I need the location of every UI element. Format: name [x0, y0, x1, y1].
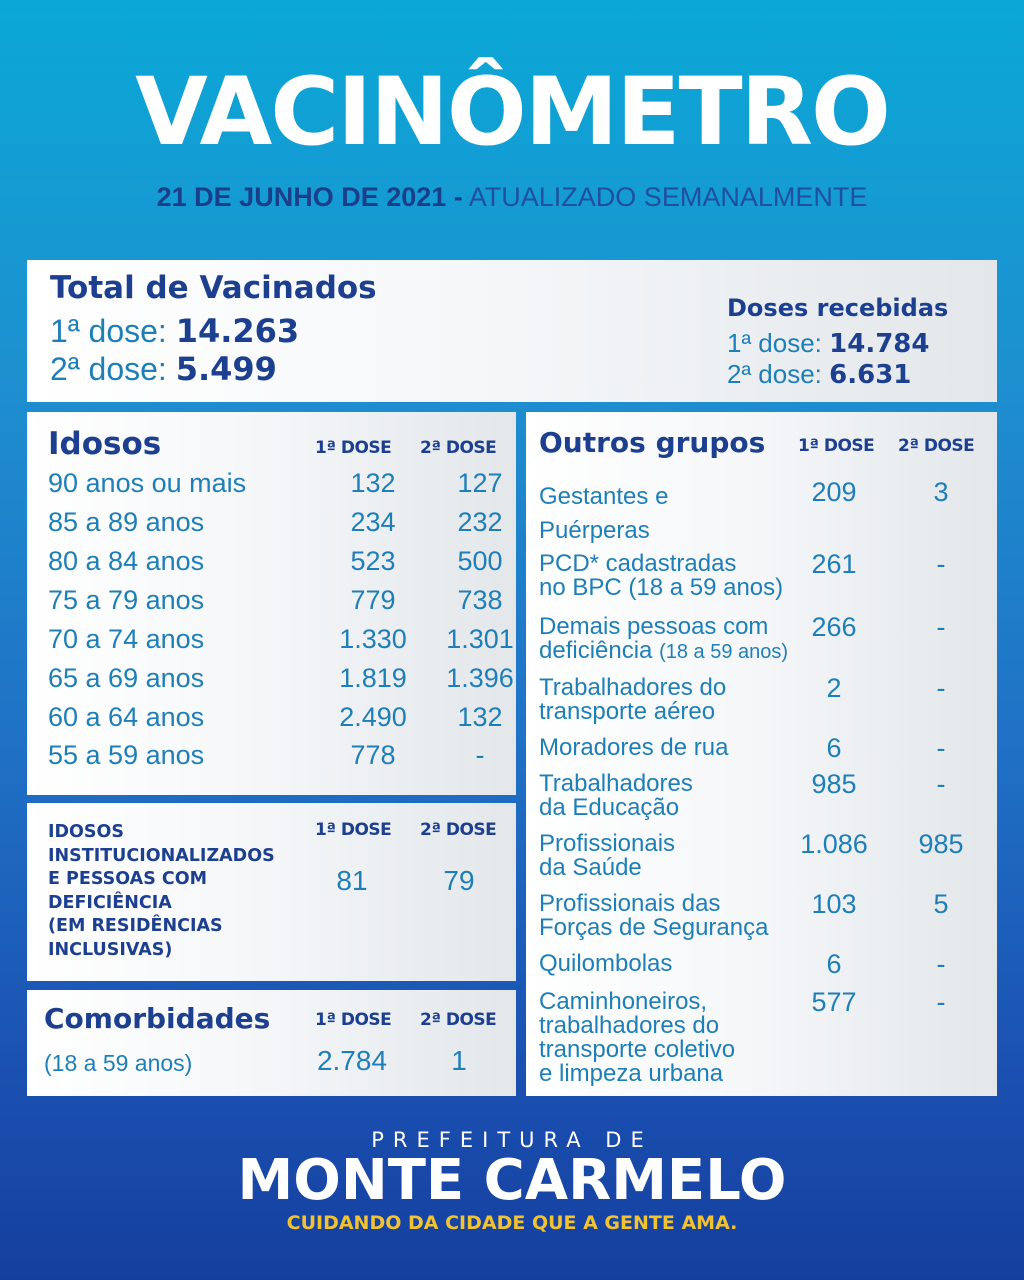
comorbidades-heading: Comorbidades	[44, 1002, 271, 1035]
inst-line: IDOSOS	[48, 822, 124, 842]
comorbidades-panel	[27, 990, 516, 1096]
group-dose1: 103	[811, 889, 857, 919]
received-dose2-value: 6.631	[829, 360, 912, 390]
row-dose2: 1.396	[446, 663, 514, 693]
group-label	[539, 552, 809, 600]
date-label: 21 DE JUNHO DE 2021 -	[156, 182, 463, 212]
group-label-text: Gestantes e	[539, 483, 669, 510]
group-label-line	[539, 676, 809, 700]
group-dose1: 985	[811, 769, 857, 799]
row-label: 75 a 79 anos	[48, 585, 205, 615]
footer-prefeitura: PREFEITURA DE	[371, 1128, 653, 1152]
group-dose1: 577	[811, 987, 857, 1017]
group-dose2: -	[936, 769, 946, 799]
group-label	[539, 615, 809, 664]
row-dose1: 132	[350, 468, 396, 498]
group-dose1: 2	[826, 673, 842, 703]
group-label-text: transporte coletivo	[539, 1036, 736, 1063]
row-dose2: 738	[457, 585, 503, 615]
institucionalizados-panel	[27, 803, 516, 981]
group-label-line	[539, 892, 809, 916]
group-label-text: trabalhadores do	[539, 1012, 720, 1039]
group-label	[539, 736, 809, 760]
row-label: 60 a 64 anos	[48, 702, 205, 732]
inst-line: E PESSOAS COM	[48, 869, 208, 889]
inst-line: DEFICIÊNCIA	[48, 892, 172, 913]
group-dose2: -	[936, 549, 946, 579]
total-dose2-label: 2ª dose:	[50, 351, 167, 387]
table-row	[48, 507, 508, 546]
group-label	[539, 952, 809, 976]
total-dose1-value: 14.263	[175, 312, 300, 350]
group-label-text: Quilombolas	[539, 950, 673, 977]
row-dose1: 1.819	[339, 663, 407, 693]
group-label-text: e limpeza urbana	[539, 1060, 724, 1087]
group-dose2: 985	[918, 829, 964, 859]
footer-tagline: CUIDANDO DA CIDADE QUE A GENTE AMA.	[286, 1212, 738, 1234]
row-label: 70 a 74 anos	[48, 624, 205, 654]
table-row	[48, 624, 514, 663]
row-dose2: 500	[457, 546, 503, 576]
total-vaccinated-panel	[27, 260, 997, 402]
comor-dose1-value: 2.784	[316, 1045, 388, 1076]
group-label	[539, 990, 809, 1086]
group-label-line	[539, 615, 809, 639]
total-dose2-line	[50, 350, 277, 388]
group-label-line	[539, 480, 809, 514]
group-dose2: -	[936, 987, 946, 1017]
row-dose1: 234	[350, 507, 396, 537]
group-label-text: Trabalhadores	[539, 770, 693, 797]
group-label-text: da Educação	[539, 794, 680, 821]
group-label-line	[539, 576, 809, 600]
page-title: VACINÔMETRO	[135, 58, 889, 167]
group-dose2: -	[936, 733, 946, 763]
group-label-text: Forças de Segurança	[539, 914, 769, 941]
group-label-text: Demais pessoas com	[539, 613, 769, 640]
outros-heading: Outros grupos	[539, 426, 766, 459]
group-label-text: Profissionais	[539, 830, 676, 857]
outros-col1-header: 1ª DOSE	[798, 436, 875, 456]
received-dose1-value: 14.784	[829, 329, 930, 359]
row-label: 80 a 84 anos	[48, 546, 205, 576]
row-dose2: 127	[457, 468, 503, 498]
group-label-line	[539, 514, 809, 548]
group-label-text: transporte aéreo	[539, 698, 716, 725]
group-label-text: deficiência	[539, 637, 653, 664]
group-label-line	[539, 1062, 809, 1086]
row-dose1: 778	[350, 740, 396, 770]
comor-col1-header: 1ª DOSE	[315, 1010, 392, 1030]
row-dose1: 523	[350, 546, 396, 576]
group-dose2: -	[936, 612, 946, 642]
group-dose2: 3	[933, 477, 949, 507]
group-dose2: 5	[933, 889, 949, 919]
row-dose2: 232	[457, 507, 503, 537]
group-label-line	[539, 552, 809, 576]
group-dose1: 261	[811, 549, 857, 579]
idosos-heading: Idosos	[48, 426, 162, 462]
group-dose2: -	[936, 949, 946, 979]
group-dose1: 6	[826, 949, 842, 979]
update-label: ATUALIZADO SEMANALMENTE	[468, 182, 868, 212]
inst-col2-header: 2ª DOSE	[420, 820, 497, 840]
group-label-text: PCD* cadastradas	[539, 550, 737, 577]
table-row	[48, 546, 508, 585]
total-heading: Total de Vacinados	[50, 270, 377, 306]
page-subtitle	[0, 182, 1024, 213]
group-dose1: 266	[811, 612, 857, 642]
group-dose1: 1.086	[800, 829, 868, 859]
group-label-text: Trabalhadores do	[539, 674, 727, 701]
group-label	[539, 772, 809, 820]
row-label: 90 anos ou mais	[48, 468, 247, 498]
group-dose2: -	[936, 673, 946, 703]
received-heading: Doses recebidas	[727, 294, 949, 322]
group-label-text: Puérperas	[539, 517, 650, 544]
received-dose2-label: 2ª dose:	[727, 359, 822, 389]
row-dose1: 779	[350, 585, 396, 615]
comor-col2-header: 2ª DOSE	[420, 1010, 497, 1030]
group-label-line	[539, 772, 809, 796]
row-dose2: 132	[457, 702, 503, 732]
group-label-text: da Saúde	[539, 854, 642, 881]
row-dose1: 1.330	[339, 624, 407, 654]
total-dose2-value: 5.499	[175, 350, 277, 388]
inst-dose1-value: 81	[336, 865, 368, 896]
row-dose1: 2.490	[339, 702, 407, 732]
row-label: 65 a 69 anos	[48, 663, 205, 693]
group-label-note: (18 a 59 anos)	[659, 641, 789, 663]
group-label-line	[539, 796, 809, 820]
inst-line: INSTITUCIONALIZADOS	[48, 845, 275, 866]
group-dose1: 209	[811, 477, 857, 507]
table-row	[48, 585, 508, 624]
group-label-line	[539, 639, 809, 664]
table-row	[48, 468, 508, 507]
group-label-line	[539, 832, 809, 856]
row-label: 55 a 59 anos	[48, 740, 205, 770]
group-label-line	[539, 952, 809, 976]
idosos-panel	[27, 412, 516, 795]
group-label-line	[539, 990, 809, 1014]
received-dose2-line	[727, 359, 911, 390]
institucionalizados-label	[48, 821, 308, 962]
outros-col2-header: 2ª DOSE	[898, 436, 975, 456]
group-label	[539, 832, 809, 880]
group-label-line	[539, 1014, 809, 1038]
received-dose1-label: 1ª dose:	[727, 328, 822, 358]
table-row	[48, 702, 508, 741]
row-dose2: 1.301	[446, 624, 514, 654]
inst-dose2-value: 79	[443, 865, 475, 896]
total-dose1-label: 1ª dose:	[50, 313, 167, 349]
table-row	[48, 740, 508, 779]
row-dose2: -	[475, 740, 485, 770]
idosos-col2-header: 2ª DOSE	[420, 438, 497, 458]
inst-col1-header: 1ª DOSE	[315, 820, 392, 840]
group-label-line	[539, 916, 809, 940]
group-label	[539, 892, 809, 940]
table-row	[48, 663, 514, 702]
group-dose1: 6	[826, 733, 842, 763]
outros-grupos-panel	[526, 412, 997, 1096]
inst-line: (EM RESIDÊNCIAS	[48, 916, 223, 936]
inst-line: INCLUSIVAS)	[48, 939, 173, 960]
footer-city: MONTE CARMELO	[237, 1148, 787, 1213]
group-label	[539, 676, 809, 724]
total-dose1-line	[50, 312, 299, 350]
idosos-col1-header: 1ª DOSE	[315, 438, 392, 458]
group-label	[539, 480, 809, 548]
comorbidades-subtitle: (18 a 59 anos)	[44, 1050, 193, 1076]
group-label-line	[539, 856, 809, 880]
received-dose1-line	[727, 328, 930, 359]
group-label-line	[539, 700, 809, 724]
group-label-text: Profissionais das	[539, 890, 721, 917]
group-label-text: Caminhoneiros,	[539, 988, 708, 1015]
group-label-line	[539, 736, 809, 760]
group-label-text: Moradores de rua	[539, 734, 729, 761]
row-label: 85 a 89 anos	[48, 507, 205, 537]
comor-dose2-value: 1	[451, 1045, 467, 1076]
group-label-text: no BPC (18 a 59 anos)	[539, 574, 784, 601]
group-label-line	[539, 1038, 809, 1062]
